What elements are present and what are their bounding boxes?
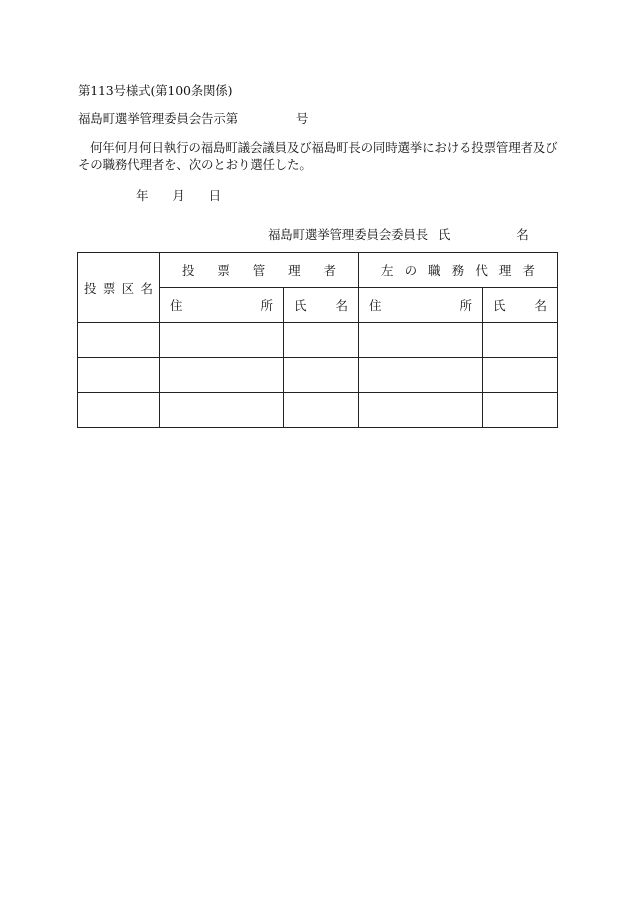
manager-header: 投 票 管 理 者	[182, 263, 337, 278]
manager-header-cell	[160, 253, 359, 288]
deputy-name-cell[interactable]	[483, 358, 558, 393]
notice-prefix: 福島町選挙管理委員会告示第	[78, 111, 238, 126]
signer-name-suffix: 名	[516, 227, 529, 242]
manager-name-header: 氏 名	[284, 288, 359, 323]
manager-address-cell[interactable]	[160, 393, 284, 428]
notice-suffix: 号	[295, 111, 309, 126]
date-day: 日	[208, 188, 221, 203]
district-header: 投 票 区 名	[84, 280, 153, 296]
deputy-address-cell[interactable]	[359, 323, 483, 358]
notice-number-line	[78, 111, 308, 127]
table-row	[78, 323, 558, 358]
signer-title: 福島町選挙管理委員会委員長	[268, 227, 428, 242]
date-year: 年	[136, 188, 149, 203]
table-row	[78, 358, 558, 393]
date-line	[136, 188, 221, 204]
form-number-label: 第113号様式(第100条関係)	[78, 83, 233, 98]
signer-name-prefix: 氏	[437, 227, 451, 242]
manager-address-header: 住 所	[160, 288, 284, 323]
body-paragraph	[78, 139, 564, 173]
manager-name-cell[interactable]	[284, 393, 359, 428]
header-row-1	[78, 253, 558, 288]
district-cell[interactable]	[78, 358, 160, 393]
deputy-address-cell[interactable]	[359, 393, 483, 428]
deputy-header: 左 の 職 務 代 理 者	[381, 263, 535, 278]
manager-address-cell[interactable]	[160, 323, 284, 358]
district-header-cell	[78, 253, 160, 323]
deputy-address-header: 住 所	[359, 288, 483, 323]
deputy-address-cell[interactable]	[359, 358, 483, 393]
signer-line	[268, 227, 529, 243]
deputy-header-cell	[359, 253, 558, 288]
deputy-name-header: 氏 名	[483, 288, 558, 323]
district-cell[interactable]	[78, 393, 160, 428]
polling-manager-table	[77, 252, 558, 428]
manager-name-cell[interactable]	[284, 323, 359, 358]
table-row	[78, 393, 558, 428]
deputy-name-cell[interactable]	[483, 323, 558, 358]
deputy-name-cell[interactable]	[483, 393, 558, 428]
manager-address-cell[interactable]	[160, 358, 284, 393]
date-month: 月	[172, 188, 185, 203]
body-text: 何年何月何日執行の福島町議会議員及び福島町長の同時選挙における投票管理者及びその職務代理者を、次のとおり選任した。	[78, 140, 558, 172]
manager-name-cell[interactable]	[284, 358, 359, 393]
district-cell[interactable]	[78, 323, 160, 358]
